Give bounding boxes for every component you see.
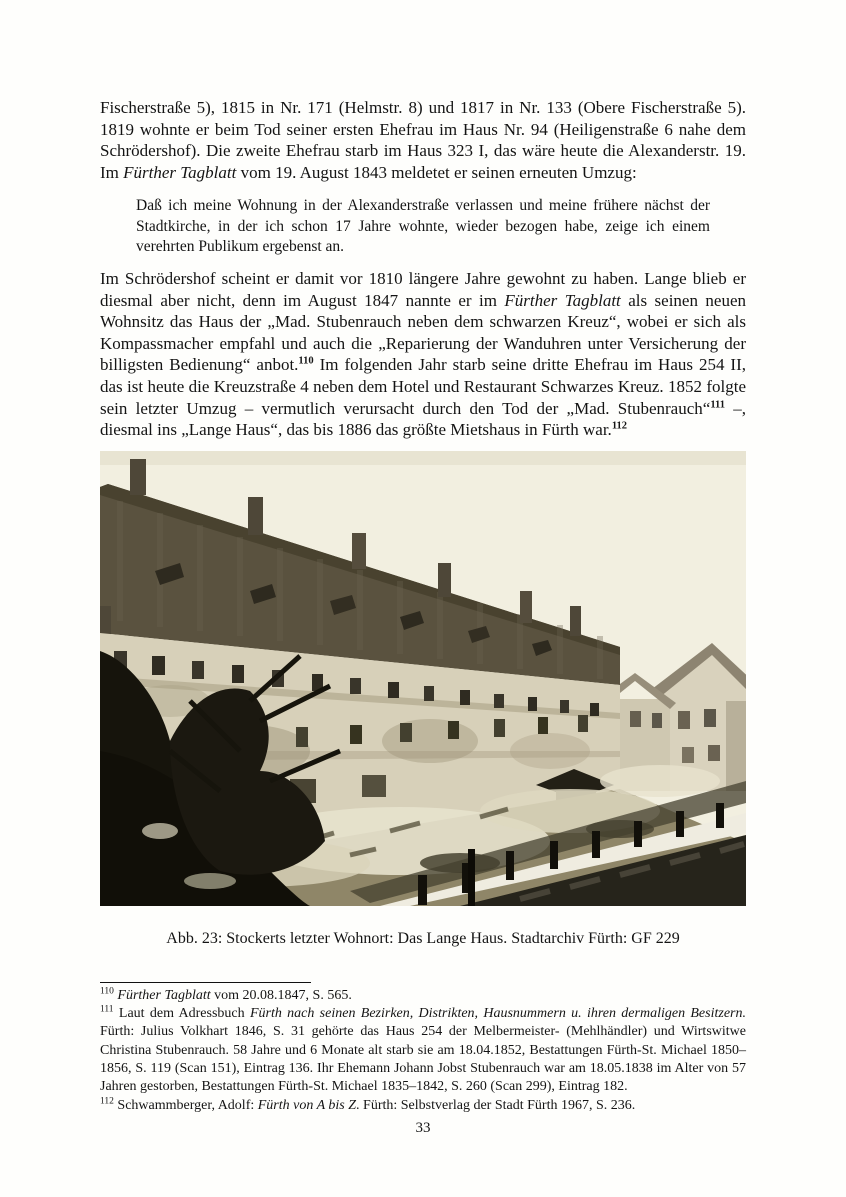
footnote-separator: [100, 982, 311, 983]
figure-caption: Abb. 23: Stockerts letzter Wohnort: Das Lange Haus. Stadtarchiv Fürth: GF 229: [166, 929, 680, 947]
page-number: 33: [415, 1119, 431, 1136]
figure: [100, 451, 746, 949]
paragraph-1: Fischerstraße 5), 1815 in Nr. 171 (Helmstr. 8) und 1817 in Nr. 133 (Obere Fischerstraße 5). 1819 wohnte er beim Tod seiner ersten Ehefrau im Haus Nr. 94 (Heiligenstraße 6 nahe dem Schrödershof). Die zweite Ehefrau starb im Haus 323 I, das wäre heute die Alexanderstr. 19. Im Fürther Tagblatt vom 19. August 1843 meldetet er seinen erneuten Umzug:: [100, 98, 746, 182]
footnote-110: $^{110}$ Fürther Tagblatt vom 20.08.1847, S. 565.: [100, 986, 352, 1003]
footnotes: [100, 987, 746, 1115]
footnote-111: $^{111}$ Laut dem Adressbuch Fürth nach seinen Bezirken, Distrikten, Hausnummern u. ihren dermaligen Besitzern. Fürth: Julius Volkhart 1846, S. 31 gehörte das Haus 254 der Melbermeister- (Mehlhändler) und Wirtswitwe Christina Stubenrauch. 58 Jahre und 6 Monate alt starb sie am 18.04.1852, Bestattungen Fürth-St. Michael 1850–1856, S. 119 (Scan 151), Eintrag 136. Ihr Ehemann Johann Jobst Stubenrauch war am 18.05.1838 im Alter von 57 Jahren gestorben, Bestattungen Fürth-St. Michael 1835–1842, S. 260 (Scan 299), Eintrag 182.: [100, 1004, 746, 1095]
block-quote: Daß ich meine Wohnung in der Alexanderstraße verlassen und meine frühere nächst der Stadtkirche, in der ich schon 17 Jahre wohnte, wieder bezogen habe, zeige ich einem verehrten Publikum ergebenst an.: [136, 197, 710, 255]
footnote-112: $^{112}$ Schwammberger, Adolf: Fürth von A bis Z. Fürth: Selbstverlag der Stadt Fürth 1967, S. 236.: [100, 1095, 636, 1113]
paragraph-2: Im Schrödershof scheint er damit vor 1810 längere Jahre gewohnt zu haben. Lange blieb er diesmal aber nicht, denn im August 1847 nannte er im Fürther Tagblatt als seinen neuen Wohnsitz das Haus der „Mad. Stubenrauch neben dem schwarzen Kreuz“, wobei er sich als Kompassmacher empfahl und auch die „Reparierung der Wanduhren unter Versicherung der billigsten Bedienung“ anbot.$^{110}$ Im folgenden Jahr starb seine dritte Ehefrau im Haus 254 II, das ist heute die Kreuzstraße 4 neben dem Hotel und Restaurant Schwarzes Kreuz. 1852 folgte sein letzter Umzug – vermutlich verursacht durch den Tod der „Mad. Stubenrauch“$^{111}$ –, diesmal ins „Lange Haus“, das bis 1886 das größte Mietshaus in Fürth war.$^{112}$: [100, 268, 747, 440]
photo-das-lange-haus: [100, 451, 746, 906]
